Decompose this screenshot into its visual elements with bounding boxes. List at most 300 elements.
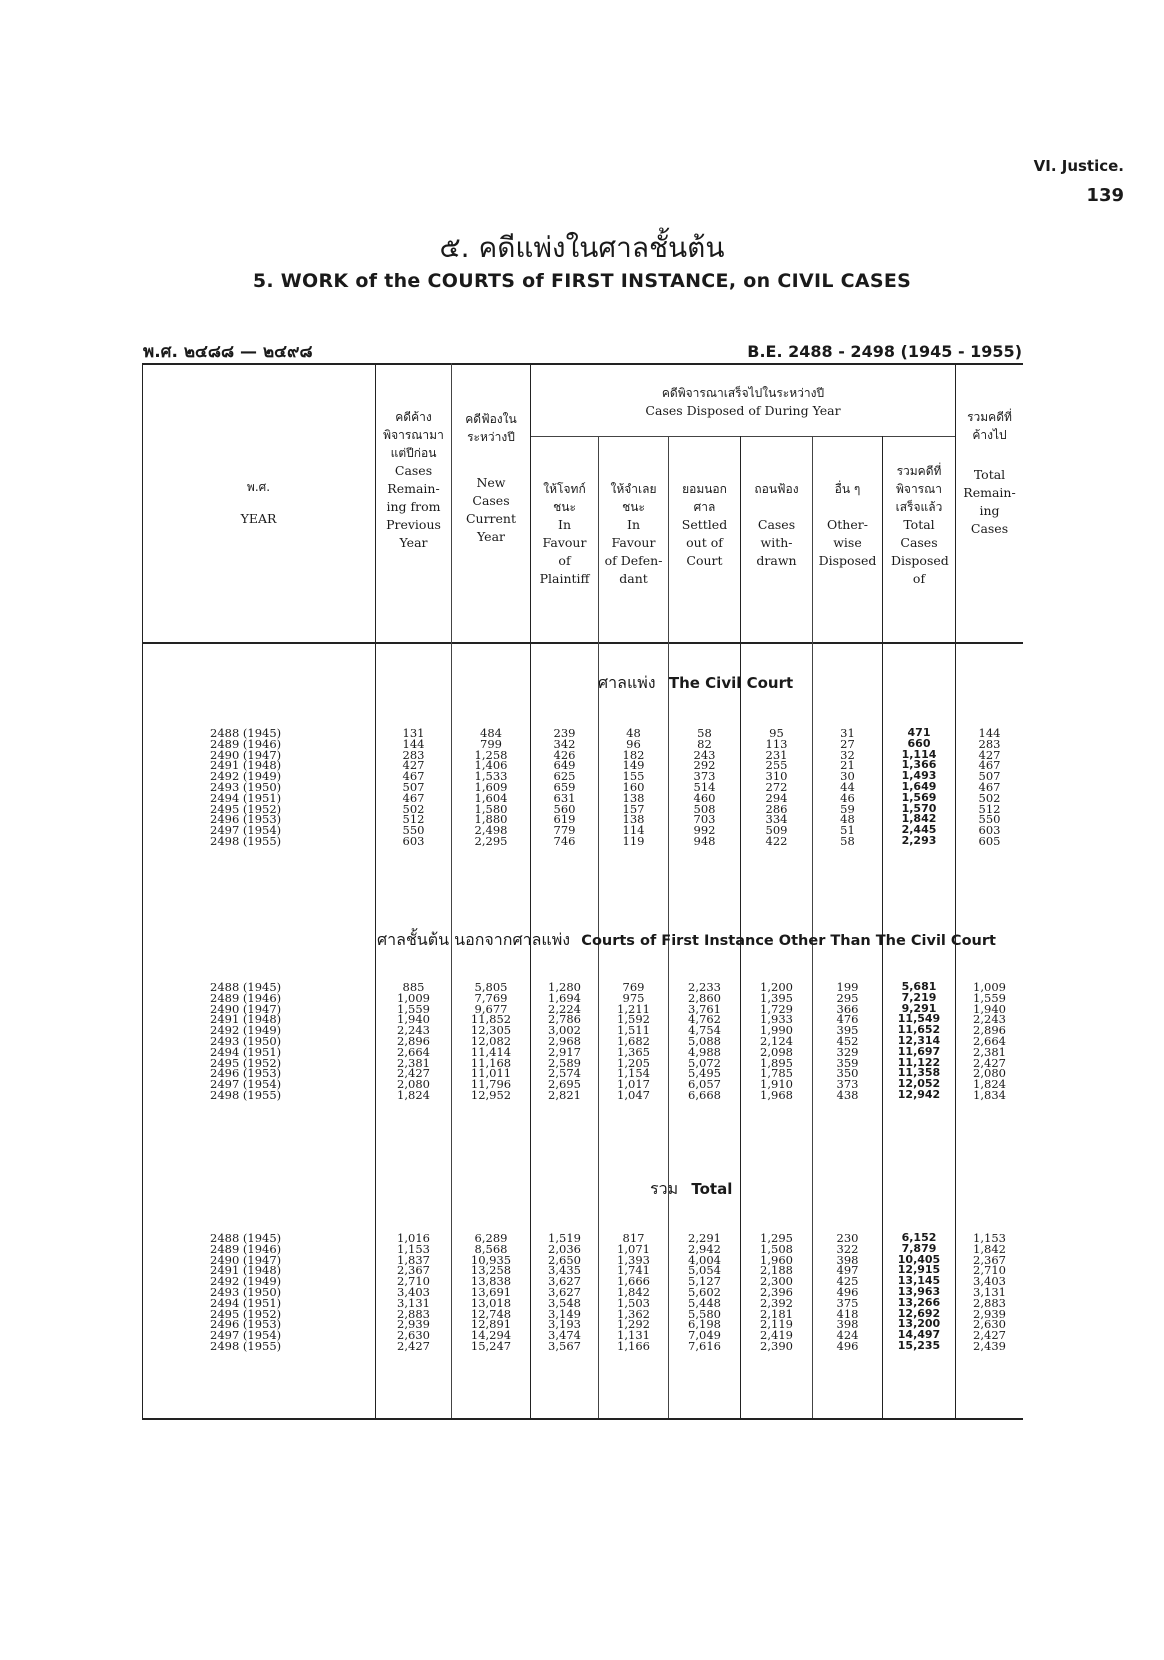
table-cell: 1,933 <box>760 1012 793 1027</box>
table-cell: 1,205 <box>617 1055 650 1070</box>
table-cell: 1,292 <box>617 1317 650 1332</box>
table-cell: 2,427 <box>973 1055 1006 1070</box>
table-cell: 3,627 <box>548 1284 581 1299</box>
header-disposed-group: คดีพิจารณาเสร็จไปในระหว่างปี Cases Disposed of During Year <box>645 386 841 418</box>
table-cell: 418 <box>836 1306 859 1321</box>
table-cell: 32 <box>840 747 855 762</box>
table-cell: 5,054 <box>688 1263 721 1278</box>
table-cell: 119 <box>622 833 645 848</box>
table-cell: 13,963 <box>897 1284 941 1298</box>
table-cell: 1,559 <box>397 1001 430 1016</box>
table-cell: 51 <box>840 823 855 838</box>
table-cell: 603 <box>402 833 425 848</box>
table-cell: 471 <box>907 726 931 739</box>
table-cell: 11,011 <box>470 1066 512 1081</box>
table-cell: 12,692 <box>897 1306 941 1320</box>
table-cell: 2493 (1950) <box>210 1284 282 1299</box>
table-cell: 4,762 <box>688 1012 721 1027</box>
table-cell: 4,004 <box>688 1252 721 1267</box>
table-cell: 975 <box>622 990 645 1005</box>
table-cell: 8,568 <box>474 1241 508 1256</box>
column-withdrawn-section-1 <box>741 728 812 847</box>
table-cell: 2,243 <box>397 1023 430 1038</box>
table-cell: 2,291 <box>688 1231 721 1245</box>
table-cell: 1,940 <box>973 1001 1006 1016</box>
table-cell: 2489 (1946) <box>210 736 282 751</box>
header-bottom-rule <box>142 642 1023 644</box>
disposed-group-rule <box>530 436 955 437</box>
table-cell: 1,694 <box>548 990 581 1005</box>
table-cell: 467 <box>402 769 425 784</box>
table-cell: 13,691 <box>470 1284 512 1299</box>
table-cell: 476 <box>836 1012 859 1027</box>
title-thai: ๕. คดีแพ่งในศาลชั้นต้น <box>439 231 725 264</box>
table-cell: 157 <box>622 801 645 816</box>
table-cell: 2,098 <box>760 1044 793 1059</box>
table-cell: 799 <box>480 736 502 751</box>
column-remaining-prev-section-3 <box>377 1233 450 1352</box>
table-cell: 467 <box>402 790 425 805</box>
table-cell: 366 <box>836 1001 859 1016</box>
table-cell: 5,072 <box>688 1055 721 1070</box>
table-cell: 1,604 <box>474 790 508 805</box>
table-cell: 2,367 <box>973 1252 1006 1267</box>
table-cell: 30 <box>840 769 855 784</box>
table-cell: 460 <box>693 790 716 805</box>
table-cell: 15,235 <box>897 1338 941 1352</box>
column-years-section-1 <box>210 728 320 847</box>
column-settled-section-1 <box>669 728 740 847</box>
column-settled-section-2 <box>669 982 740 1101</box>
table-cell: 4,754 <box>688 1023 721 1038</box>
table-cell: 5,580 <box>688 1306 721 1321</box>
table-cell: 1,910 <box>760 1077 793 1092</box>
table-cell: 502 <box>402 801 425 816</box>
header-settled: ยอมนอก ศาล Settled out of Court <box>681 482 728 568</box>
table-cell: 329 <box>836 1044 859 1059</box>
table-top-rule <box>142 363 1023 365</box>
table-cell: 334 <box>765 812 788 827</box>
table-cell: 550 <box>978 812 1001 827</box>
table-cell: 2,860 <box>688 990 721 1005</box>
table-cell: 1,211 <box>617 1001 650 1016</box>
column-withdrawn-section-2 <box>741 982 812 1101</box>
table-cell: 514 <box>693 779 716 794</box>
table-cell: 1,940 <box>397 1012 430 1027</box>
table-cell: 2,439 <box>973 1338 1006 1353</box>
table-cell: 2496 (1953) <box>210 812 282 827</box>
column-total-disposed-section-2 <box>883 982 955 1101</box>
table-cell: 424 <box>836 1328 859 1343</box>
column-defendant-section-2 <box>599 982 668 1101</box>
table-cell: 2494 (1951) <box>210 1044 282 1059</box>
table-cell: 138 <box>622 790 645 805</box>
table-cell: 7,769 <box>474 990 508 1005</box>
table-cell: 2497 (1954) <box>210 1077 282 1092</box>
column-defendant-section-1 <box>599 728 668 847</box>
table-cell: 1,842 <box>901 812 937 826</box>
table-cell: 286 <box>765 801 788 816</box>
column-years-section-3 <box>210 1233 320 1352</box>
table-cell: 255 <box>765 758 788 773</box>
table-cell: 2,630 <box>397 1328 430 1343</box>
table-cell: 3,435 <box>548 1263 581 1278</box>
table-cell: 149 <box>622 758 645 773</box>
table-cell: 512 <box>978 801 1001 816</box>
table-cell: 48 <box>626 726 641 740</box>
table-cell: 11,652 <box>897 1023 941 1037</box>
table-cell: 2,188 <box>760 1263 793 1278</box>
table-cell: 2497 (1954) <box>210 1328 282 1343</box>
table-cell: 1,114 <box>901 747 937 761</box>
table-cell: 1,570 <box>901 801 937 815</box>
table-cell: 2496 (1953) <box>210 1066 282 1081</box>
table-cell: 322 <box>836 1241 859 1256</box>
table-cell: 2,445 <box>901 823 937 837</box>
table-cell: 2492 (1949) <box>210 1274 282 1289</box>
table-cell: 14,497 <box>897 1328 941 1342</box>
table-cell: 2,367 <box>397 1263 430 1278</box>
table-cell: 769 <box>622 980 645 994</box>
table-cell: 507 <box>978 769 1001 784</box>
table-cell: 144 <box>978 726 1001 740</box>
table-cell: 2,939 <box>973 1306 1006 1321</box>
table-cell: 15,247 <box>470 1338 512 1353</box>
table-cell: 160 <box>622 779 645 794</box>
page-number: 139 <box>1086 185 1124 206</box>
table-cell: 2,664 <box>973 1033 1006 1048</box>
table-cell: 2494 (1951) <box>210 790 282 805</box>
table-cell: 3,567 <box>548 1338 581 1353</box>
table-cell: 9,291 <box>901 1001 937 1015</box>
period-english: B.E. 2488 - 2498 (1945 - 1955) <box>747 342 1022 361</box>
table-cell: 12,305 <box>470 1023 512 1038</box>
table-cell: 11,168 <box>470 1055 512 1070</box>
table-cell: 550 <box>402 823 425 838</box>
table-cell: 2495 (1952) <box>210 1055 282 1070</box>
table-cell: 9,677 <box>474 1001 508 1016</box>
table-cell: 496 <box>836 1284 859 1299</box>
table-cell: 12,314 <box>897 1033 941 1047</box>
column-withdrawn-section-3 <box>741 1233 812 1352</box>
table-cell: 13,145 <box>897 1274 941 1288</box>
table-cell: 1,741 <box>617 1263 650 1278</box>
table-cell: 1,895 <box>760 1055 793 1070</box>
table-cell: 14,294 <box>470 1328 512 1343</box>
column-defendant-section-3 <box>599 1233 668 1352</box>
table-cell: 3,548 <box>548 1295 581 1310</box>
table-cell: 2497 (1954) <box>210 823 282 838</box>
table-cell: 12,915 <box>897 1263 941 1277</box>
table-cell: 2,243 <box>973 1012 1006 1027</box>
table-cell: 398 <box>836 1317 859 1332</box>
table-cell: 659 <box>553 779 576 794</box>
table-cell: 2492 (1949) <box>210 769 282 784</box>
table-cell: 1,047 <box>617 1087 650 1102</box>
table-cell: 12,952 <box>470 1087 512 1102</box>
table-cell: 243 <box>693 747 716 762</box>
table-cell: 2495 (1952) <box>210 801 282 816</box>
table-cell: 3,403 <box>397 1284 430 1299</box>
table-cell: 2,036 <box>548 1241 581 1256</box>
table-cell: 7,049 <box>688 1328 721 1343</box>
table-cell: 1,990 <box>760 1023 793 1038</box>
table-cell: 5,495 <box>688 1066 721 1081</box>
table-cell: 230 <box>836 1231 859 1245</box>
table-cell: 2494 (1951) <box>210 1295 282 1310</box>
table-cell: 11,549 <box>897 1012 941 1026</box>
band-other-courts: ศาลชั้นต้น นอกจากศาลแพ่ง Courts of First Instance Other Than The Civil Court <box>377 930 996 949</box>
table-cell: 885 <box>402 980 425 994</box>
column-total-disposed-section-1 <box>883 728 955 847</box>
table-cell: 422 <box>765 833 788 848</box>
table-cell: 1,295 <box>760 1231 793 1245</box>
table-cell: 497 <box>836 1263 859 1278</box>
table-cell: 12,748 <box>470 1306 512 1321</box>
table-cell: 1,968 <box>760 1087 793 1102</box>
table-cell: 2,390 <box>760 1338 793 1353</box>
table-cell: 2,124 <box>760 1033 793 1048</box>
table-cell: 1,682 <box>617 1033 650 1048</box>
table-cell: 2,650 <box>548 1252 581 1267</box>
table-cell: 425 <box>836 1274 859 1289</box>
table-cell: 2,786 <box>548 1012 581 1027</box>
table-cell: 1,280 <box>548 980 581 994</box>
table-cell: 3,761 <box>688 1001 721 1016</box>
table-cell: 3,131 <box>397 1295 430 1310</box>
table-cell: 1,508 <box>760 1241 793 1256</box>
table-cell: 2,381 <box>973 1044 1006 1059</box>
table-cell: 155 <box>622 769 645 784</box>
table-cell: 1,785 <box>760 1066 793 1081</box>
header-total-remaining: รวมคดีที่ ค้างไป Total Remain- ing Cases <box>963 410 1016 536</box>
table-cell: 508 <box>693 801 716 816</box>
table-cell: 13,018 <box>470 1295 512 1310</box>
table-cell: 1,842 <box>617 1284 650 1299</box>
table-cell: 11,358 <box>897 1066 941 1080</box>
table-cell: 2488 (1945) <box>210 726 282 740</box>
table-cell: 2,939 <box>397 1317 430 1332</box>
table-cell: 1,824 <box>397 1087 430 1102</box>
table-cell: 2488 (1945) <box>210 980 282 994</box>
table-cell: 660 <box>907 736 931 750</box>
table-cell: 507 <box>402 779 425 794</box>
table-cell: 13,200 <box>897 1317 941 1331</box>
column-otherwise-section-1 <box>813 728 882 847</box>
table-cell: 2,295 <box>474 833 508 848</box>
table-cell: 283 <box>978 736 1001 751</box>
table-cell: 11,122 <box>897 1055 941 1069</box>
header-withdrawn: ถอนฟ้อง Cases with- drawn <box>754 482 799 568</box>
table-cell: 5,127 <box>688 1274 721 1289</box>
table-cell: 3,149 <box>548 1306 581 1321</box>
table-cell: 2,896 <box>397 1033 430 1048</box>
table-cell: 373 <box>693 769 716 784</box>
column-total-disposed-section-3 <box>883 1233 955 1352</box>
table-cell: 1,393 <box>617 1252 650 1267</box>
table-bottom-rule <box>142 1418 1023 1420</box>
table-cell: 58 <box>697 726 712 740</box>
table-cell: 82 <box>697 736 712 751</box>
column-new-cases-section-1 <box>453 728 529 847</box>
table-cell: 13,266 <box>897 1295 941 1309</box>
column-plaintiff-section-2 <box>531 982 598 1101</box>
table-cell: 182 <box>622 747 645 762</box>
table-cell: 625 <box>553 769 576 784</box>
table-cell: 1,503 <box>617 1295 650 1310</box>
table-cell: 2490 (1947) <box>210 1252 282 1267</box>
table-cell: 2,695 <box>548 1077 581 1092</box>
table-cell: 2,080 <box>397 1077 430 1092</box>
table-cell: 375 <box>836 1295 859 1310</box>
table-cell: 350 <box>836 1066 859 1081</box>
title-english: 5. WORK of the COURTS of FIRST INSTANCE, on CIVIL CASES <box>252 270 912 292</box>
table-cell: 5,448 <box>688 1295 721 1310</box>
table-cell: 310 <box>765 769 788 784</box>
table-cell: 2,181 <box>760 1306 793 1321</box>
table-cell: 426 <box>553 747 576 762</box>
table-cell: 605 <box>978 833 1001 848</box>
column-total-remaining-section-2 <box>956 982 1023 1101</box>
table-cell: 3,403 <box>973 1274 1006 1289</box>
table-cell: 1,592 <box>617 1012 650 1027</box>
section-label: VI. Justice. <box>1033 157 1124 175</box>
table-cell: 131 <box>402 726 425 740</box>
table-cell: 2,392 <box>760 1295 793 1310</box>
table-cell: 398 <box>836 1252 859 1267</box>
table-cell: 1,153 <box>397 1241 430 1256</box>
table-cell: 2,419 <box>760 1328 793 1343</box>
table-cell: 27 <box>840 736 855 751</box>
table-cell: 2,427 <box>397 1066 430 1081</box>
table-cell: 1,200 <box>760 980 793 994</box>
table-cell: 11,697 <box>897 1044 941 1058</box>
table-cell: 5,088 <box>688 1033 721 1048</box>
table-cell: 2,224 <box>548 1001 581 1016</box>
table-cell: 1,519 <box>548 1231 581 1245</box>
table-cell: 2496 (1953) <box>210 1317 282 1332</box>
table-cell: 10,935 <box>470 1252 512 1267</box>
table-cell: 2488 (1945) <box>210 1231 282 1245</box>
table-cell: 2,710 <box>397 1274 430 1289</box>
table-cell: 199 <box>836 980 859 994</box>
table-cell: 948 <box>693 833 716 848</box>
table-cell: 1,569 <box>901 790 937 804</box>
band-total: รวม Total <box>650 1179 733 1198</box>
table-cell: 2,574 <box>548 1066 581 1081</box>
table-cell: 1,258 <box>474 747 508 762</box>
table-cell: 373 <box>836 1077 859 1092</box>
col-divider-2 <box>451 363 452 1418</box>
table-cell: 746 <box>553 833 576 848</box>
table-cell: 2,293 <box>901 833 937 847</box>
table-cell: 817 <box>622 1231 645 1245</box>
table-cell: 6,152 <box>901 1231 937 1244</box>
table-cell: 603 <box>978 823 1001 838</box>
table-cell: 2,917 <box>548 1044 581 1059</box>
table-cell: 779 <box>553 823 576 838</box>
header-otherwise: อื่น ๆ Other- wise Disposed <box>818 482 877 568</box>
table-cell: 359 <box>836 1055 859 1070</box>
table-cell: 144 <box>402 736 425 751</box>
column-settled-section-3 <box>669 1233 740 1352</box>
table-cell: 3,002 <box>548 1023 581 1038</box>
table-cell: 1,880 <box>474 812 508 827</box>
table-cell: 2,942 <box>688 1241 721 1256</box>
header-total-disposed: รวมคดีที่ พิจารณา เสร็จแล้ว Total Cases Disposed of <box>891 464 949 586</box>
table-cell: 1,131 <box>617 1328 650 1343</box>
table-cell: 3,193 <box>548 1317 581 1332</box>
table-cell: 138 <box>622 812 645 827</box>
table-cell: 2,233 <box>688 980 721 994</box>
table-cell: 6,668 <box>688 1087 721 1102</box>
table-cell: 59 <box>840 801 855 816</box>
table-cell: 113 <box>765 736 788 751</box>
table-cell: 467 <box>978 779 1001 794</box>
table-cell: 2,498 <box>474 823 508 838</box>
table-cell: 96 <box>626 736 641 751</box>
table-cell: 4,988 <box>688 1044 721 1059</box>
table-cell: 992 <box>693 823 716 838</box>
column-years-section-2 <box>210 982 320 1101</box>
table-cell: 2,080 <box>973 1066 1006 1081</box>
table-cell: 5,602 <box>688 1284 721 1299</box>
table-cell: 11,852 <box>470 1012 512 1027</box>
table-cell: 496 <box>836 1338 859 1353</box>
table-cell: 438 <box>836 1087 859 1102</box>
table-cell: 1,153 <box>973 1231 1006 1245</box>
table-cell: 283 <box>402 747 425 762</box>
table-cell: 2,883 <box>397 1306 430 1321</box>
table-cell: 619 <box>553 812 576 827</box>
table-cell: 1,016 <box>397 1231 430 1245</box>
table-cell: 31 <box>840 726 855 740</box>
table-cell: 7,616 <box>688 1338 721 1353</box>
table-cell: 2498 (1955) <box>210 833 282 848</box>
table-cell: 294 <box>765 790 788 805</box>
table-cell: 44 <box>840 779 855 794</box>
table-cell: 21 <box>840 758 855 773</box>
table-cell: 1,842 <box>973 1241 1006 1256</box>
table-cell: 467 <box>978 758 1001 773</box>
table-cell: 1,493 <box>901 769 937 783</box>
table-cell: 1,609 <box>474 779 508 794</box>
table-cell: 5,681 <box>901 980 937 993</box>
table-cell: 95 <box>769 726 784 740</box>
column-total-remaining-section-3 <box>956 1233 1023 1352</box>
col-divider-1 <box>375 363 376 1418</box>
table-cell: 114 <box>622 823 645 838</box>
table-cell: 3,627 <box>548 1274 581 1289</box>
table-cell: 6,198 <box>688 1317 721 1332</box>
table-cell: 1,837 <box>397 1252 430 1267</box>
table-cell: 2,664 <box>397 1044 430 1059</box>
column-total-remaining-section-1 <box>956 728 1023 847</box>
table-cell: 58 <box>840 833 855 848</box>
table-cell: 1,365 <box>617 1044 650 1059</box>
table-cell: 2491 (1948) <box>210 758 282 773</box>
table-cell: 46 <box>840 790 855 805</box>
table-cell: 2491 (1948) <box>210 1263 282 1278</box>
table-cell: 1,154 <box>617 1066 650 1081</box>
table-cell: 1,666 <box>617 1274 650 1289</box>
table-cell: 2,119 <box>760 1317 793 1332</box>
table-cell: 2,710 <box>973 1263 1006 1278</box>
table-cell: 509 <box>765 823 788 838</box>
table-cell: 2493 (1950) <box>210 1033 282 1048</box>
table-cell: 512 <box>402 812 425 827</box>
column-plaintiff-section-1 <box>531 728 598 847</box>
